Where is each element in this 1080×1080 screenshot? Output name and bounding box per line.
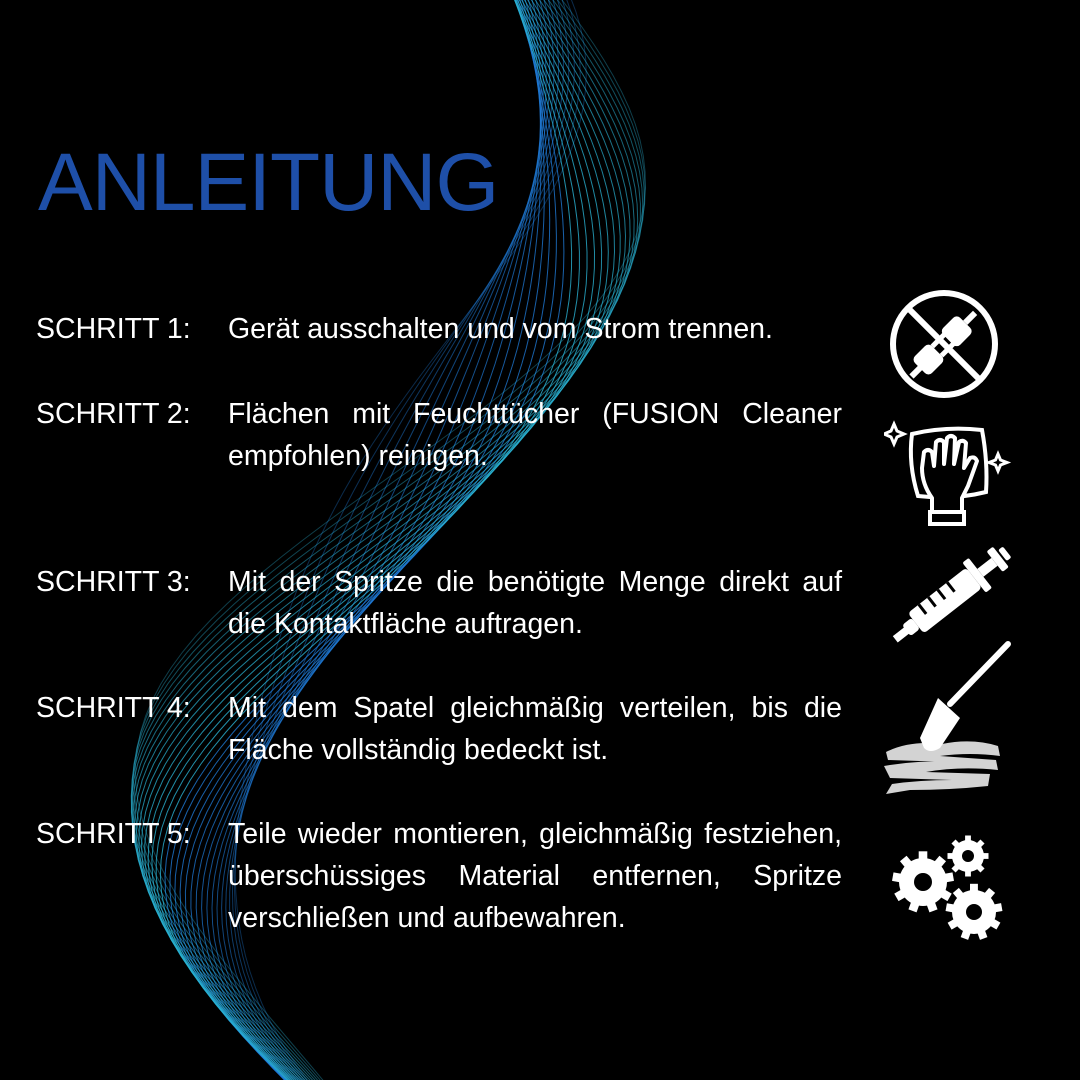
step-text: Flächen mit Feuchttücher (FUSION Cleaner empfohlen) reinigen. (228, 398, 842, 472)
step-2 (36, 393, 842, 477)
step-label: SCHRITT 3: (36, 566, 191, 598)
step-label: SCHRITT 5: (36, 818, 191, 850)
wipe-icon (884, 412, 1012, 527)
gears-icon (890, 830, 1010, 945)
step-5 (36, 813, 842, 939)
step-text: Gerät ausschalten und vom Strom trennen. (228, 313, 773, 345)
step-3 (36, 561, 842, 645)
page-title: ANLEITUNG (38, 137, 499, 228)
step-text: Mit dem Spatel gleichmäßig verteilen, bis die Fläche vollständig bedeckt ist. (228, 692, 842, 766)
step-1 (36, 308, 842, 350)
gear (892, 851, 954, 912)
unplug-icon (888, 288, 1000, 400)
spatula-icon (880, 640, 1015, 800)
step-text: Mit der Spritze die benötigte Menge direkt auf die Kontaktfläche auftragen. (228, 566, 842, 640)
step-label: SCHRITT 2: (36, 398, 191, 430)
gear (946, 884, 1003, 940)
syringe-icon (880, 538, 1025, 653)
step-label: SCHRITT 4: (36, 692, 191, 724)
step-4 (36, 687, 842, 771)
gear (948, 836, 989, 877)
step-label: SCHRITT 1: (36, 313, 191, 345)
step-text: Teile wieder montieren, gleichmäßig festziehen, überschüssiges Material entfernen, Spritze verschließen und aufbewahren. (228, 818, 842, 934)
